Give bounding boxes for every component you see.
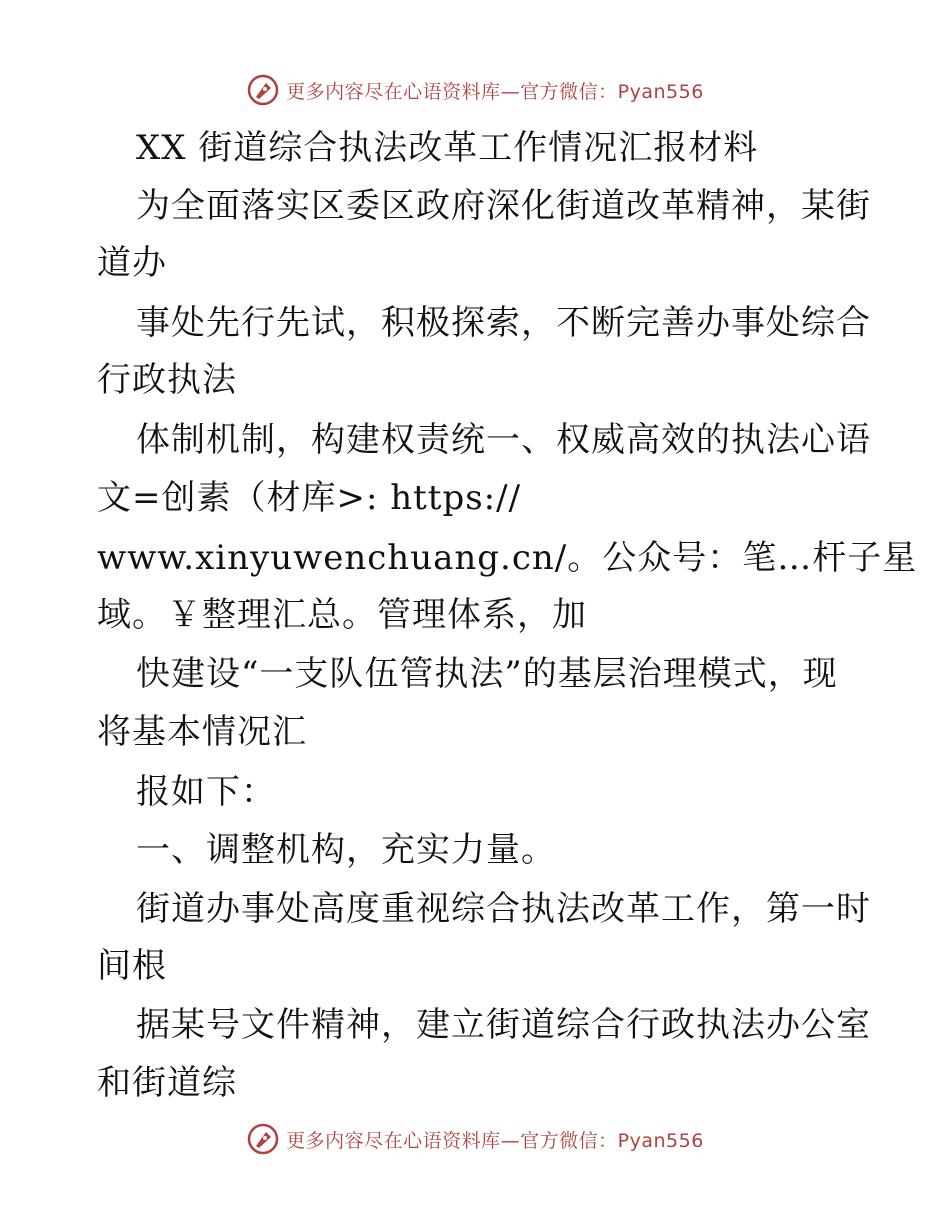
watermark-text: 更多内容尽在心语资料库—官方微信：Pyan556	[286, 80, 704, 103]
document-title: XX 街道综合执法改革工作情况汇报材料	[136, 128, 759, 168]
watermark-banner-bottom	[0, 1119, 950, 1159]
paragraph-line: 快建设“一支队伍管执法”的基层治理模式，现	[136, 654, 838, 694]
paragraph-line: 事处先行先试，积极探索，不断完善办事处综合	[136, 303, 871, 343]
paragraph-line: 报如下：	[136, 772, 276, 812]
paragraph-line: 体制机制，构建权责统一、权威高效的执法心语	[136, 420, 871, 460]
paragraph-line: www.xinyuwenchuang.cn/。公众号：笔…杆子星	[97, 538, 918, 578]
paragraph-line: 街道办事处高度重视综合执法改革工作，第一时	[136, 889, 871, 929]
paragraph-line: 域。￥整理汇总。管理体系，加	[97, 595, 587, 635]
paragraph-line: 间根	[97, 946, 167, 986]
paragraph-line: 道办	[97, 243, 167, 283]
section-heading: 一、调整机构，充实力量。	[136, 830, 556, 870]
watermark-banner-top	[0, 70, 950, 110]
paragraph-line: 据某号文件精神，建立街道综合行政执法办公室	[136, 1005, 871, 1045]
paragraph-line: 行政执法	[97, 360, 237, 400]
pen-nib-logo-icon	[246, 1122, 280, 1156]
paragraph-line: 文=创素（材库>: https://	[97, 478, 522, 518]
paragraph-line: 将基本情况汇	[97, 712, 307, 752]
watermark-text: 更多内容尽在心语资料库—官方微信：Pyan556	[286, 1129, 704, 1152]
pen-nib-logo-icon	[246, 73, 280, 107]
paragraph-line: 为全面落实区委区政府深化街道改革精神，某街	[136, 186, 871, 226]
paragraph-line: 和街道综	[97, 1063, 237, 1103]
